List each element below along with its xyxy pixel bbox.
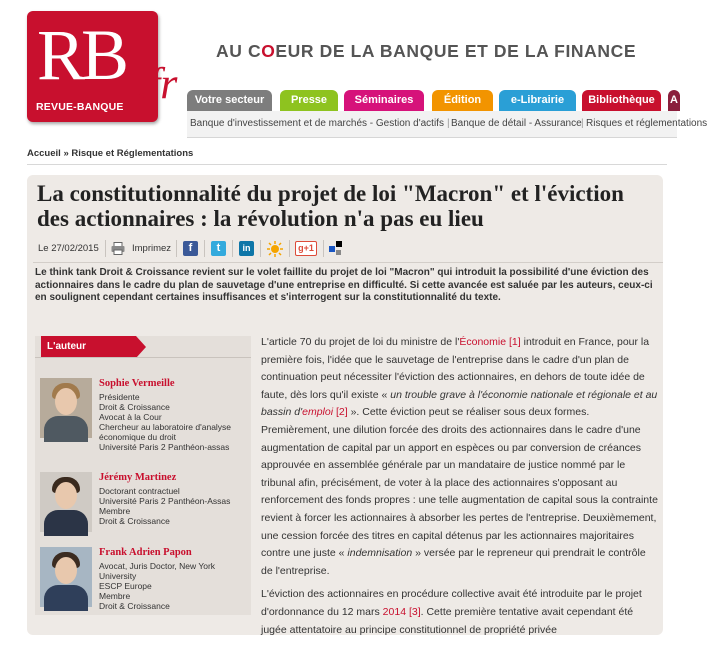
site-tagline: AU COEUR DE LA BANQUE ET DE LA FINANCE: [216, 41, 637, 61]
author-name[interactable]: Sophie Vermeille: [99, 378, 175, 389]
logo-letters: RB: [37, 15, 126, 95]
subnav-separator: |: [581, 118, 584, 129]
tab-votre-secteur[interactable]: Votre secteur: [187, 90, 272, 111]
linkedin-icon[interactable]: in: [239, 241, 254, 256]
author-photo: [40, 378, 92, 438]
print-button[interactable]: Imprimez: [132, 243, 172, 254]
footnote-link[interactable]: [3]: [408, 605, 421, 618]
article-lead: Le think tank Droit & Croissance revient sur le volet faillite du projet de loi "Macron" qui introduit la possibilité d'une éviction des actionnaires dans le cadre du plan de sauvetage d'une entreprise en difficulté. Si cette avancée est saluée par les auteurs, ceux-ci en soulignent cependant certaines insuffisances et s'interrogent sur la constitutionnalité du texte.: [35, 267, 653, 303]
breadcrumb-home[interactable]: Accueil: [27, 148, 61, 159]
article-date: Le 27/02/2015: [38, 243, 99, 254]
tab-e-librairie[interactable]: e-Librairie: [499, 90, 576, 111]
article-meta-bar: [33, 238, 663, 262]
subnav-item-investissement[interactable]: Banque d'investissement et de marchés - Gestion d'actifs: [190, 118, 444, 129]
meta-separator: [176, 240, 177, 257]
author-header: [35, 336, 251, 358]
author-description: Doctorant contractuel Université Paris 2 Panthéon-Assas Membre Droit & Croissance: [99, 486, 231, 526]
tab-presse[interactable]: Presse: [280, 90, 338, 111]
meta-divider: [33, 262, 663, 263]
author-photo: [40, 547, 92, 607]
author-header-rule: [35, 357, 251, 358]
sub-nav: [187, 111, 707, 138]
meta-separator: [232, 240, 233, 257]
article-body: [261, 334, 658, 645]
print-icon[interactable]: [111, 242, 125, 255]
link-year[interactable]: 2014: [382, 605, 407, 618]
share-misc-icon[interactable]: [329, 241, 345, 257]
subnav-item-detail[interactable]: Banque de détail - Assurance: [451, 118, 582, 129]
author-photo: [40, 472, 92, 532]
share-sun-icon[interactable]: [267, 241, 283, 257]
breadcrumb-separator: »: [63, 148, 69, 159]
author-description: Avocat, Juris Doctor, New York University ESCP Europe Membre Droit & Croissance: [99, 561, 216, 611]
subnav-item-risques[interactable]: Risques et réglementations: [586, 118, 707, 129]
body-paragraph: L'éviction des actionnaires en procédure collective avait été introduite par le projet d'ordonnance du 12 mars 2014 [3]. Cette première tentative avait cependant été jugée attentatoire au principe constitutionnel de propriété privée: [261, 588, 642, 636]
breadcrumb-current[interactable]: Risque et Réglementations: [71, 148, 194, 159]
author-header-label: L'auteur: [41, 336, 136, 358]
author-name[interactable]: Jérémy Martinez: [99, 472, 177, 483]
meta-separator: [289, 240, 290, 257]
tab-seminaires[interactable]: Séminaires: [344, 90, 424, 111]
article-title: La constitutionnalité du projet de loi "Macron" et l'éviction des actionnaires : la révolution n'a pas eu lieu: [37, 181, 624, 231]
twitter-icon[interactable]: t: [211, 241, 226, 256]
tab-bibliotheque[interactable]: Bibliothèque: [582, 90, 661, 111]
footnote-link[interactable]: [2]: [335, 406, 348, 419]
meta-separator: [260, 240, 261, 257]
meta-separator: [323, 240, 324, 257]
facebook-icon[interactable]: f: [183, 241, 198, 256]
tab-more[interactable]: A: [668, 90, 680, 111]
author-description: Présidente Droit & Croissance Avocat à la Cour Chercheur au laboratoire d'analyse économique du droit Université Paris 2 Panthéon-assas: [99, 392, 232, 452]
meta-separator: [105, 240, 106, 257]
logo-domain: .fr: [137, 59, 178, 108]
subnav-separator: |: [447, 118, 450, 129]
breadcrumb: [27, 148, 193, 159]
divider: [27, 164, 667, 165]
logo-subtitle: REVUE-BANQUE: [36, 101, 124, 113]
body-paragraph: L'article 70 du projet de loi du ministre de l'Économie [1] introduit en France, pour la première fois, l'idée que le sauvetage de l'entreprise dans le cadre d'un plan de continuation peut nécessiter l'éviction des actionnaires, en dehors de toute idée de faute, dès lors qu'il existe « un trouble grave à l'économie nationale et régionale et au bassin d'emploi [2] ». Cette éviction peut se réaliser sous deux formes. Premièrement, une dilution forcée des droits des actionnaires dans le cadre d'une augmentation de capital par un apport en espèces ou par conversion de créances approuvée en assemblée générale par un mandataire de justice nommé par le tribunal afin, précisément, de voter à la place des actionnaires s'opposant au renforcement des fonds propres : une telle augmentation de capital sous la contrainte revient à forcer les actionnaires à absorber les pertes de l'entreprise. Deuxièmement, une cession forcée des titres en capital détenus par les actionnaires majoritaires contre une juste « indemnisation » versée par le repreneur qui prendrait le contrôle de l'entreprise.: [261, 336, 658, 577]
footnote-link[interactable]: [1]: [509, 336, 521, 348]
meta-separator: [204, 240, 205, 257]
tab-edition[interactable]: Édition: [432, 90, 493, 111]
link-economie[interactable]: Économie: [459, 336, 507, 348]
link-emploi[interactable]: emploi: [302, 406, 334, 419]
google-plus-icon[interactable]: g+1: [295, 241, 317, 256]
author-name[interactable]: Frank Adrien Papon: [99, 547, 192, 558]
